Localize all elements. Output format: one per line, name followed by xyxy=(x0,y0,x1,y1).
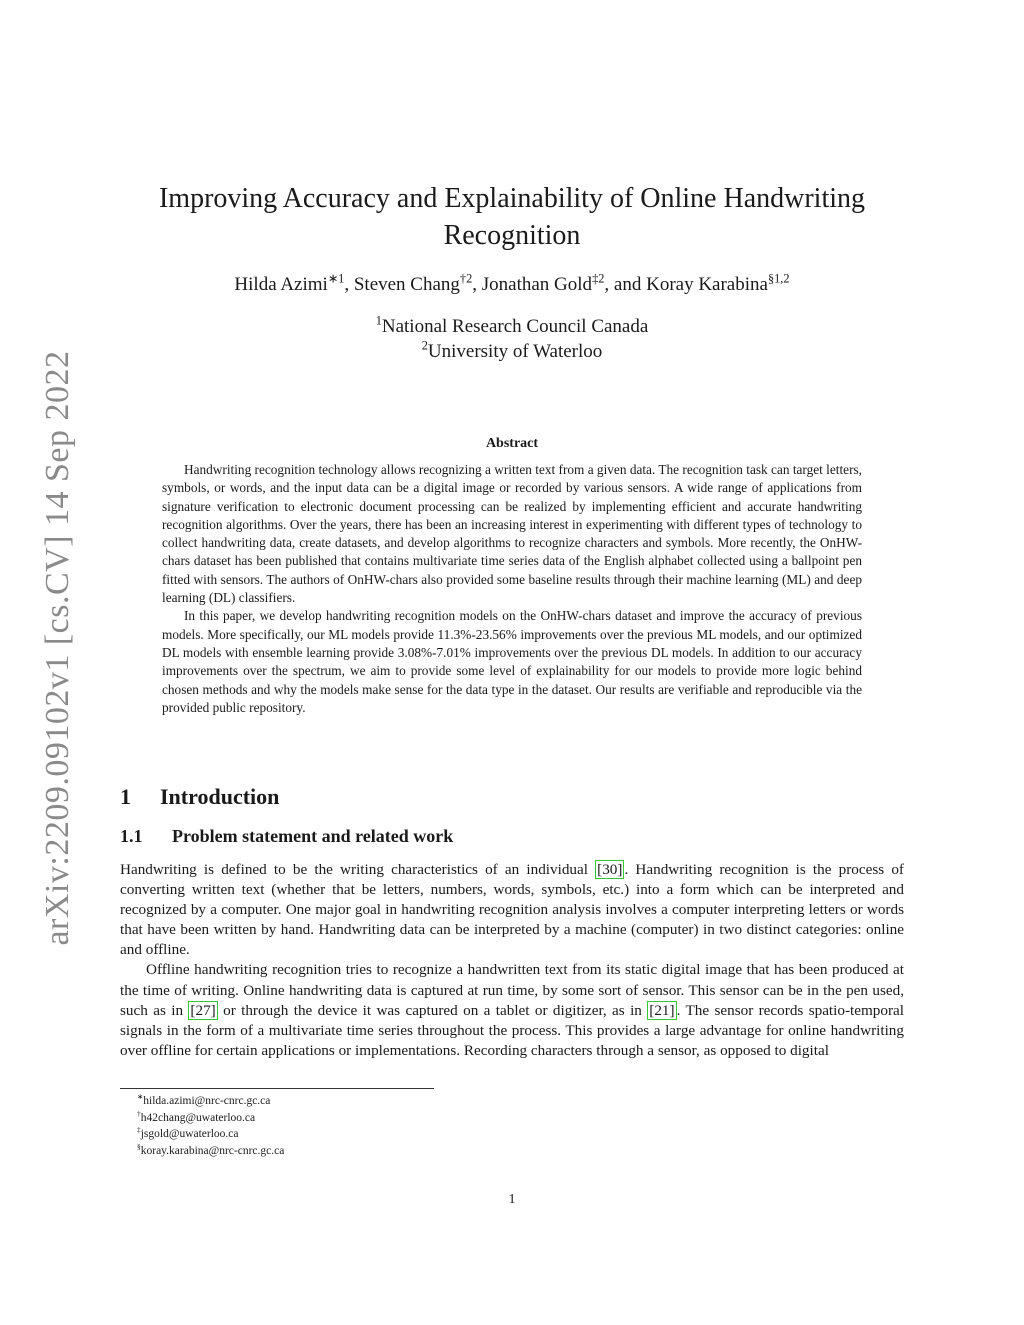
footnote-mark: ‡ xyxy=(137,1125,141,1135)
section-heading xyxy=(120,784,279,810)
text-run: Offline handwriting recognition tries to recognize a handwritten text from its static digital image that has been produced at the time of writing. Online handwriting data is captured at run time, by some sort of sensor. This sensor can be in the pen used, such as in xyxy=(120,961,904,1019)
abstract-body xyxy=(162,461,862,717)
subsection-number: 1.1 xyxy=(120,826,143,846)
citation-link[interactable]: [27] xyxy=(190,1001,216,1019)
text-run: Handwriting is defined to be the writing characteristics of an individual xyxy=(120,861,596,878)
abstract-heading: Abstract xyxy=(485,436,539,451)
author-name: Koray Karabina xyxy=(646,274,768,295)
footnote-email: jsgold@uwaterloo.ca xyxy=(140,1128,239,1140)
footnote-1 xyxy=(137,1093,284,1110)
footnote-mark: ∗ xyxy=(137,1092,144,1102)
subsection-title: Problem statement and related work xyxy=(172,826,454,846)
author-name: Jonathan Gold xyxy=(481,274,593,295)
footnote-email: koray.karabina@nrc-cnrc.gc.ca xyxy=(140,1144,285,1157)
body-paragraph-1 xyxy=(120,860,904,960)
affiliation-1 xyxy=(120,314,904,339)
footnote-mark: § xyxy=(137,1141,141,1151)
affiliation-mark: 1 xyxy=(375,313,382,328)
author-separator: , xyxy=(344,274,354,295)
paper-title-line-2: Recognition xyxy=(443,220,581,251)
affiliation-2 xyxy=(120,339,904,364)
paper-title xyxy=(120,180,904,254)
author-list xyxy=(120,271,904,296)
affiliation-name: National Research Council Canada xyxy=(381,316,649,337)
author-separator: , xyxy=(472,274,482,295)
citation-link[interactable]: [21] xyxy=(649,1001,675,1019)
footnote-4 xyxy=(137,1143,284,1160)
text-run: . The sensor records spatio-temporal signals in the form of a multivariate time series throughout the process. This provides a large advantage for online handwriting over offline for certain applications or implementations. Recording characters through a sensor, as opposed to digital xyxy=(120,1001,905,1059)
arxiv-identifier: arXiv:2209.09102v1 [cs.CV] 14 Sep 2022 xyxy=(39,350,76,946)
author-mark: †2 xyxy=(459,271,473,286)
body-text xyxy=(120,860,904,1061)
footnote-3 xyxy=(137,1126,284,1143)
subsection-heading xyxy=(120,826,453,847)
footnote-divider xyxy=(120,1088,434,1089)
text-run: or through the device it was captured on a tablet or digitizer, as in xyxy=(217,1001,648,1019)
body-paragraph-2 xyxy=(120,960,904,1060)
author-separator: , and xyxy=(604,274,647,295)
affiliation-name: University of Waterloo xyxy=(427,341,603,362)
author-mark: ‡2 xyxy=(592,271,605,286)
abstract-paragraph-2: In this paper, we develop handwriting recognition models on the OnHW-chars dataset and improve the accuracy of previous models. More specifically, our ML models provide 11.3%-23.56% improvements over the previous ML models, and our optimized DL models with ensemble learning provide 3.08%-7.01% improvements over the previous DL models. In addition to our accuracy improvements over the spectrum, we aim to provide some level of explainability for our models to provide more logic behind chosen methods and why the models make sense for the data type in the dataset. Our results are verifiable and reproducible via the provided public repository. xyxy=(162,608,862,715)
author-name: Steven Chang xyxy=(353,274,460,295)
paper-title-line-1: Improving Accuracy and Explainability of Online Handwriting xyxy=(158,183,866,214)
text-run: . Handwriting recognition is the process of converting written text (whether that be letters, numbers, words, symbols, etc.) into a form which can be interpreted and recognized by a computer. One major goal in handwriting recognition analysis involves a computer interpreting letters or words that have been written by hand. Handwriting data can be interpreted by a machine (computer) in two distinct categories: online and offline. xyxy=(120,861,904,959)
affiliation-mark: 2 xyxy=(421,338,428,353)
footnote-2 xyxy=(137,1110,284,1127)
citation-link[interactable]: [30] xyxy=(597,861,623,878)
author-name: Hilda Azimi xyxy=(234,274,328,295)
footnote-email: hilda.azimi@nrc-cnrc.gc.ca xyxy=(143,1095,271,1107)
affiliations xyxy=(120,314,904,364)
author-mark: §1,2 xyxy=(767,271,790,286)
abstract-paragraph-1: Handwriting recognition technology allows recognizing a written text from a given data. The recognition task can target letters, symbols, or words, and the input data can be a digital image or recorded by various sensors. A wide range of applications from signature verification to electronic document processing can be realized by implementing efficient and accurate handwriting recognition algorithms. Over the years, there has been an increasing interest in experimenting with different types of technology to collect handwriting data, create datasets, and develop algorithms to recognize characters and symbols. More recently, the OnHW-chars dataset has been published that contains multivariate time series data of the English alphabet collected using a ballpoint pen fitted with sensors. The authors of OnHW-chars also provided some baseline results through their machine learning (ML) and deep learning (DL) classifiers. xyxy=(162,462,862,606)
footnote-email: h42chang@uwaterloo.ca xyxy=(140,1111,256,1124)
footnotes xyxy=(137,1093,284,1159)
footnote-mark: † xyxy=(137,1108,141,1118)
page-number: 1 xyxy=(508,1192,516,1207)
section-number: 1 xyxy=(120,784,131,809)
author-mark: ∗1 xyxy=(327,271,345,286)
section-title: Introduction xyxy=(160,784,280,809)
